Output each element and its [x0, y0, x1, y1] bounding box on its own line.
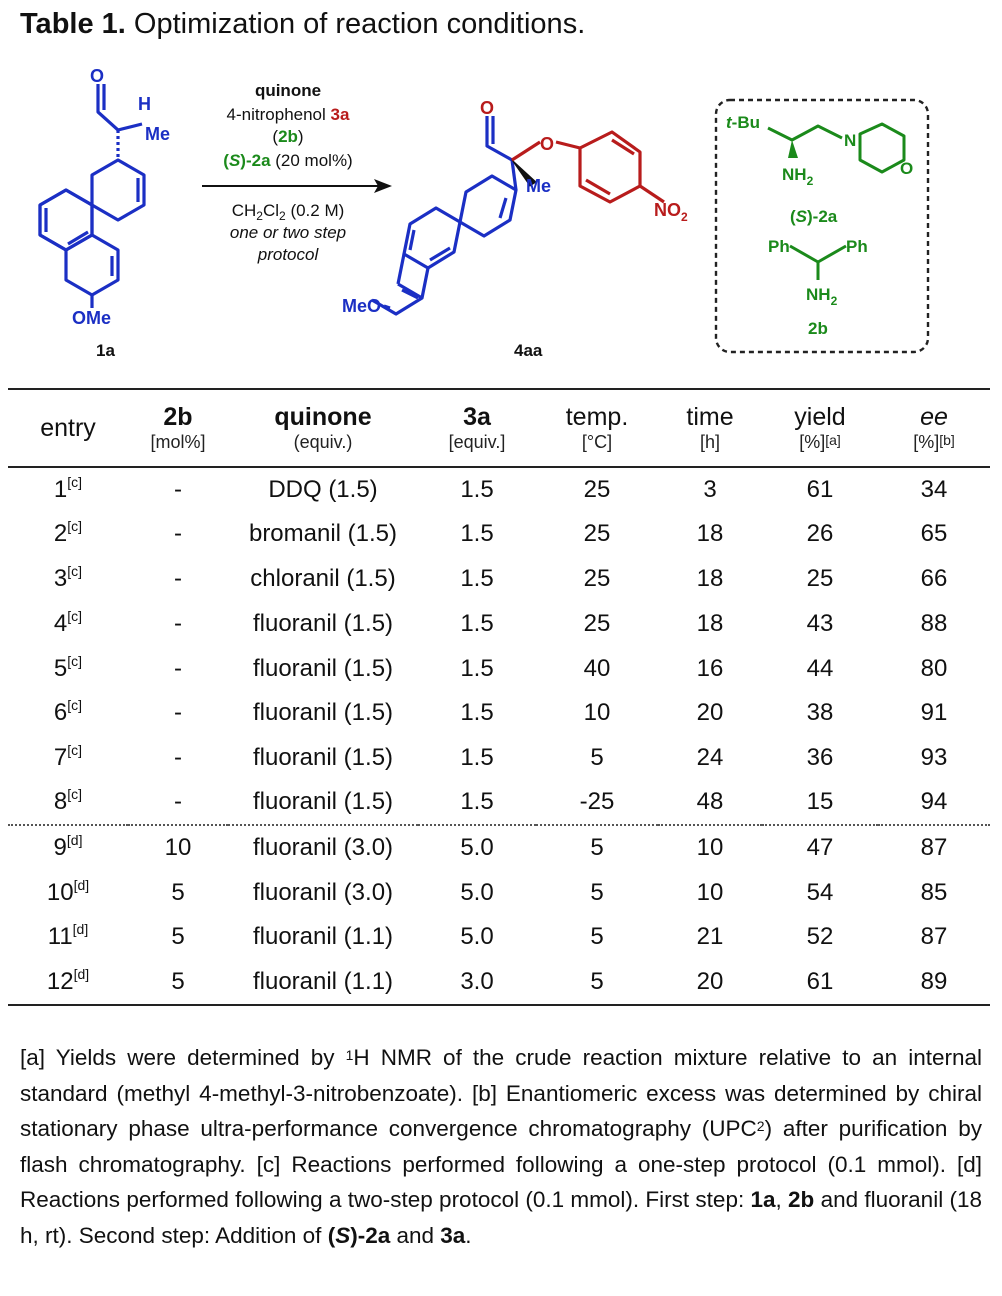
cell-time: 18	[696, 564, 724, 592]
substrate-me-label: Me	[145, 124, 171, 144]
cell-temp: 5	[590, 878, 604, 906]
cell-a3: 1.5	[460, 475, 494, 503]
header-3a: 3a [equiv.]	[448, 403, 506, 452]
cell-b2: -	[174, 699, 182, 727]
catalyst-ph1-label: Ph	[768, 237, 790, 256]
table-row	[8, 646, 990, 691]
table-row	[8, 691, 990, 736]
table-body	[8, 467, 990, 1005]
cell-a3: 1.5	[460, 520, 494, 548]
cell-time: 24	[696, 744, 724, 772]
product-labels	[342, 98, 688, 316]
cell-time: 10	[696, 878, 724, 906]
table-row	[8, 736, 990, 781]
cell-time: 48	[696, 788, 724, 816]
cell-a3: 1.5	[460, 564, 494, 592]
cell-b2: 5	[171, 878, 185, 906]
cell-a3: 5.0	[460, 923, 494, 951]
table-header	[8, 389, 990, 467]
substrate-h-label: H	[138, 94, 151, 114]
cell-a3: 1.5	[460, 699, 494, 727]
cell-ee: 87	[920, 923, 948, 951]
cell-b2: -	[174, 654, 182, 682]
cell-temp: 5	[590, 744, 604, 772]
table-row	[8, 915, 990, 960]
cell-yield: 25	[806, 564, 834, 592]
cell-entry: 8[c]	[53, 786, 83, 816]
cell-b2: -	[174, 475, 182, 503]
cell-entry: 7[c]	[53, 742, 83, 772]
catalyst-2b-label: 2b	[808, 319, 828, 338]
product-compound-label: 4aa	[514, 341, 543, 360]
cell-time: 21	[696, 923, 724, 951]
cell-temp: -25	[579, 788, 615, 816]
cell-yield: 36	[806, 744, 834, 772]
cell-a3: 3.0	[418, 960, 536, 1005]
cell-b2: -	[174, 520, 182, 548]
product-ether-o: O	[540, 134, 555, 154]
cell-ee: 88	[920, 609, 948, 637]
cell-entry: 10[d]	[46, 876, 90, 906]
reaction-conditions	[223, 81, 352, 264]
table-row	[8, 512, 990, 557]
cell-a3: 1.5	[460, 609, 494, 637]
header-temp: temp. [°C]	[565, 403, 629, 452]
header-time: time [h]	[686, 403, 734, 452]
cell-quinone: fluoranil (3.0)	[228, 825, 418, 870]
table-row	[8, 960, 990, 1005]
header-quinone: quinone (equiv.)	[274, 403, 372, 452]
cell-yield: 54	[806, 878, 834, 906]
cell-yield: 38	[806, 699, 834, 727]
cell-temp: 5	[590, 923, 604, 951]
cell-b2: -	[174, 788, 182, 816]
cell-yield: 15	[806, 788, 834, 816]
cell-time: 16	[696, 654, 724, 682]
table-title-text: Optimization of reaction conditions.	[133, 8, 586, 40]
cell-entry: 11[d]	[47, 921, 89, 951]
cell-entry: 1[c]	[53, 473, 83, 503]
substrate-compound-label: 1a	[96, 341, 115, 360]
cell-ee: 66	[920, 564, 948, 592]
cell-entry: 9[d]	[8, 825, 128, 870]
cell-quinone: bromanil (1.5)	[248, 520, 398, 548]
cell-time: 3	[703, 475, 717, 503]
cell-yield: 47	[762, 825, 878, 870]
cell-ee: 94	[920, 788, 948, 816]
cell-quinone: DDQ (1.5)	[268, 475, 378, 503]
cell-b2: 5	[128, 960, 228, 1005]
cell-temp: 25	[583, 609, 611, 637]
cell-temp: 10	[583, 699, 611, 727]
cell-ee: 89	[878, 960, 990, 1005]
catalyst-box	[716, 100, 928, 352]
cell-ee: 85	[920, 878, 948, 906]
cell-temp: 25	[583, 564, 611, 592]
product-no2-label: $NO_2$	[654, 200, 688, 224]
reaction-scheme	[0, 62, 1002, 380]
cell-b2: -	[174, 744, 182, 772]
conditions-line-1: quinone	[254, 81, 322, 100]
cell-entry: 2[c]	[53, 518, 83, 548]
cell-ee: 34	[920, 475, 948, 503]
cell-quinone: fluoranil (1.1)	[228, 960, 418, 1005]
substrate-o-label: O	[90, 66, 105, 86]
catalyst-o-label: O	[900, 159, 914, 178]
substrate-labels	[72, 66, 170, 328]
table-row	[8, 467, 990, 512]
product-me-label: Me	[526, 176, 552, 196]
cell-yield: 44	[806, 654, 834, 682]
cell-ee: 87	[878, 825, 990, 870]
cell-temp: 5	[536, 960, 658, 1005]
conditions-line-5: $CH_2Cl_2$ (0.2 M)	[231, 201, 345, 223]
cell-entry: 3[c]	[53, 562, 83, 592]
cell-b2: 10	[128, 825, 228, 870]
cell-yield: 52	[806, 923, 834, 951]
cell-quinone: fluoranil (1.1)	[252, 923, 394, 951]
catalyst-nh2b-label: $NH_2$	[806, 285, 838, 308]
cell-time: 20	[696, 699, 724, 727]
cell-a3: 1.5	[460, 654, 494, 682]
cell-temp: 25	[583, 520, 611, 548]
catalyst-n-label: N	[844, 131, 857, 150]
substrate-ome-label: OMe	[72, 308, 112, 328]
reaction-arrow	[202, 179, 392, 193]
table-row	[8, 870, 990, 915]
cell-a3: 5.0	[418, 825, 536, 870]
cell-a3: 5.0	[460, 878, 494, 906]
cell-b2: 5	[171, 923, 185, 951]
product-4aa	[372, 116, 664, 314]
table-title-label: Table 1.	[20, 8, 126, 40]
table-footnotes: [a] Yields were determined by $^1$H NMR of the crude reaction mixture relative to an internal standard (methyl 4-methyl-3-nitrobenzoate). [b] Enantiomeric excess was determined by chiral stationary phase ultra-performance convergence chromatography (UPC$^2$) after purification by flash chromatography. [c] Reactions performed following a one-step protocol (0.1 mmol). [d] Reactions performed following a two-step protocol (0.1 mmol). First step: 1a, 2b and fluoranil (18 h, rt). Second step: Addition of (S)-2a and 3a.	[20, 1045, 982, 1248]
conditions-line-7: protocol	[257, 245, 319, 264]
cell-time: 20	[658, 960, 762, 1005]
cell-ee: 91	[920, 699, 948, 727]
cell-temp: 25	[583, 475, 611, 503]
cell-entry: 12[d]	[8, 960, 128, 1005]
cell-b2: -	[174, 564, 182, 592]
header-entry: entry	[40, 414, 96, 442]
catalyst-tbu-label: t-Bu	[726, 113, 760, 132]
cell-entry: 5[c]	[53, 652, 83, 682]
table-row	[8, 825, 990, 870]
substrate-1a	[40, 84, 144, 308]
table-row	[8, 781, 990, 826]
product-meo-label: MeO	[342, 296, 382, 316]
product-aldehyde-o: O	[480, 98, 495, 118]
header-ee: ee [%][b]	[913, 403, 955, 452]
cell-yield: 26	[806, 520, 834, 548]
cell-quinone: chloranil (1.5)	[250, 564, 396, 592]
table-row	[8, 557, 990, 602]
cell-quinone: fluoranil (1.5)	[252, 744, 394, 772]
cell-ee: 93	[920, 744, 948, 772]
conditions-line-6: one or two step	[229, 223, 347, 242]
cell-quinone: fluoranil (3.0)	[252, 878, 394, 906]
cell-yield: 61	[806, 475, 834, 503]
conditions-line-2: 4-nitrophenol 3a	[226, 105, 350, 124]
header-2b: 2b [mol%]	[150, 403, 206, 452]
cell-entry: 6[c]	[53, 697, 83, 727]
cell-time: 18	[696, 520, 724, 548]
cell-yield: 43	[806, 609, 834, 637]
table-title	[20, 4, 585, 44]
cell-temp: 40	[583, 654, 611, 682]
table-row	[8, 601, 990, 646]
conditions-line-4: (S)-2a (20 mol%)	[223, 151, 353, 170]
header-yield: yield [%][a]	[794, 403, 846, 452]
cell-time: 10	[658, 825, 762, 870]
cell-quinone: fluoranil (1.5)	[252, 699, 394, 727]
cell-quinone: fluoranil (1.5)	[252, 788, 394, 816]
cell-temp: 5	[536, 825, 658, 870]
cell-a3: 1.5	[460, 788, 494, 816]
catalyst-ph2-label: Ph	[846, 237, 868, 256]
cell-ee: 65	[920, 520, 948, 548]
cell-time: 18	[696, 609, 724, 637]
cell-quinone: fluoranil (1.5)	[252, 654, 394, 682]
cell-ee: 80	[920, 654, 948, 682]
catalyst-2a-label: (S)-2a	[790, 207, 838, 226]
cell-b2: -	[174, 609, 182, 637]
cell-yield: 61	[762, 960, 878, 1005]
cell-quinone: fluoranil (1.5)	[252, 609, 394, 637]
cell-a3: 1.5	[460, 744, 494, 772]
conditions-line-3: (2b)	[272, 127, 304, 146]
header-row	[8, 389, 990, 467]
optimization-table	[8, 388, 990, 1006]
cell-entry: 4[c]	[53, 607, 83, 637]
catalyst-nh2-label: $NH_2$	[782, 165, 814, 188]
